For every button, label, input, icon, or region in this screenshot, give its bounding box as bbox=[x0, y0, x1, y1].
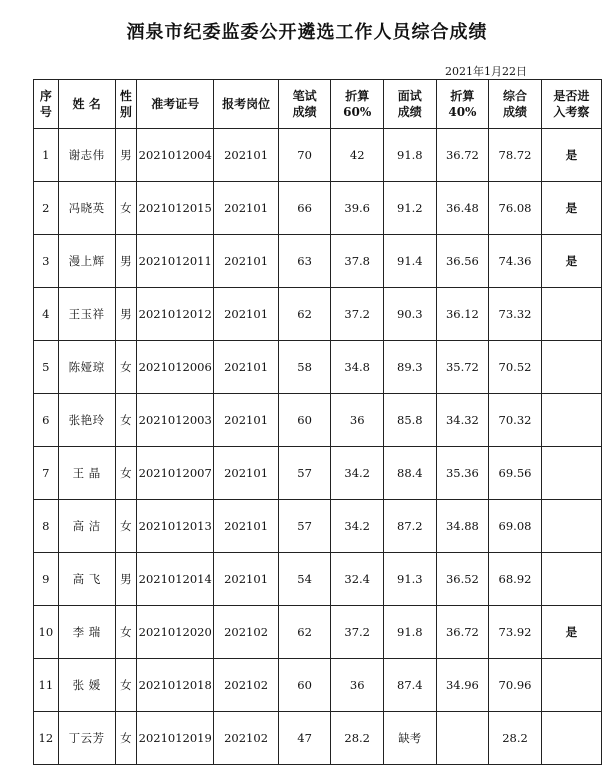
cell-interview-conv: 34.88 bbox=[436, 500, 489, 553]
header-seq-line-2: 号 bbox=[39, 105, 52, 119]
cell-total: 78.72 bbox=[489, 129, 542, 182]
cell-gender: 女 bbox=[115, 659, 136, 712]
cell-interview: 缺考 bbox=[384, 712, 437, 765]
cell-position: 202102 bbox=[214, 606, 278, 659]
cell-exam-id: 2021012020 bbox=[137, 606, 214, 659]
cell-seq: 2 bbox=[34, 182, 59, 235]
header-gender-line-2: 别 bbox=[119, 105, 132, 119]
cell-position: 202101 bbox=[214, 553, 278, 606]
cell-interview: 90.3 bbox=[384, 288, 437, 341]
cell-selected bbox=[541, 659, 601, 712]
header-gender bbox=[115, 80, 136, 129]
score-table bbox=[33, 79, 602, 765]
cell-written: 63 bbox=[278, 235, 331, 288]
cell-written: 57 bbox=[278, 447, 331, 500]
cell-exam-id: 2021012015 bbox=[137, 182, 214, 235]
table-header-row bbox=[34, 80, 602, 129]
cell-interview: 88.4 bbox=[384, 447, 437, 500]
cell-selected: 是 bbox=[541, 606, 601, 659]
table-row bbox=[34, 447, 602, 500]
cell-selected: 是 bbox=[541, 182, 601, 235]
cell-selected bbox=[541, 712, 601, 765]
cell-gender: 女 bbox=[115, 500, 136, 553]
cell-written-conv: 42 bbox=[331, 129, 384, 182]
cell-interview-conv: 34.96 bbox=[436, 659, 489, 712]
cell-written: 57 bbox=[278, 500, 331, 553]
cell-written: 66 bbox=[278, 182, 331, 235]
header-selected bbox=[541, 80, 601, 129]
cell-seq: 5 bbox=[34, 341, 59, 394]
cell-total: 69.56 bbox=[489, 447, 542, 500]
cell-interview: 91.4 bbox=[384, 235, 437, 288]
cell-written: 62 bbox=[278, 606, 331, 659]
cell-written: 54 bbox=[278, 553, 331, 606]
table-row bbox=[34, 288, 602, 341]
cell-gender: 女 bbox=[115, 447, 136, 500]
cell-gender: 男 bbox=[115, 235, 136, 288]
cell-gender: 女 bbox=[115, 606, 136, 659]
cell-written-conv: 36 bbox=[331, 394, 384, 447]
cell-selected bbox=[541, 341, 601, 394]
cell-name: 冯晓英 bbox=[58, 182, 115, 235]
cell-written: 47 bbox=[278, 712, 331, 765]
cell-name: 李 瑞 bbox=[58, 606, 115, 659]
cell-position: 202101 bbox=[214, 447, 278, 500]
cell-interview-conv: 36.48 bbox=[436, 182, 489, 235]
cell-interview: 91.8 bbox=[384, 606, 437, 659]
cell-total: 70.96 bbox=[489, 659, 542, 712]
cell-total: 74.36 bbox=[489, 235, 542, 288]
cell-selected bbox=[541, 447, 601, 500]
cell-written: 62 bbox=[278, 288, 331, 341]
cell-total: 70.52 bbox=[489, 341, 542, 394]
header-seq bbox=[34, 80, 59, 129]
cell-seq: 6 bbox=[34, 394, 59, 447]
header-total bbox=[489, 80, 542, 129]
cell-interview-conv: 36.56 bbox=[436, 235, 489, 288]
table-row bbox=[34, 129, 602, 182]
cell-seq: 7 bbox=[34, 447, 59, 500]
cell-interview: 87.4 bbox=[384, 659, 437, 712]
cell-exam-id: 2021012006 bbox=[137, 341, 214, 394]
cell-name: 陈娅琼 bbox=[58, 341, 115, 394]
header-name: 姓 名 bbox=[58, 80, 115, 129]
cell-written-conv: 37.2 bbox=[331, 288, 384, 341]
cell-gender: 男 bbox=[115, 129, 136, 182]
table-row bbox=[34, 341, 602, 394]
table-row bbox=[34, 235, 602, 288]
cell-gender: 女 bbox=[115, 341, 136, 394]
header-interview-line-2: 成绩 bbox=[397, 105, 422, 119]
cell-interview-conv: 36.52 bbox=[436, 553, 489, 606]
cell-interview-conv bbox=[436, 712, 489, 765]
cell-written-conv: 37.8 bbox=[331, 235, 384, 288]
cell-exam-id: 2021012013 bbox=[137, 500, 214, 553]
cell-interview-conv: 35.72 bbox=[436, 341, 489, 394]
cell-position: 202101 bbox=[214, 341, 278, 394]
cell-written-conv: 34.2 bbox=[331, 500, 384, 553]
cell-total: 69.08 bbox=[489, 500, 542, 553]
cell-written: 58 bbox=[278, 341, 331, 394]
cell-exam-id: 2021012011 bbox=[137, 235, 214, 288]
cell-total: 73.32 bbox=[489, 288, 542, 341]
cell-exam-id: 2021012019 bbox=[137, 712, 214, 765]
table-row bbox=[34, 394, 602, 447]
cell-name: 王 晶 bbox=[58, 447, 115, 500]
cell-selected: 是 bbox=[541, 129, 601, 182]
cell-interview-conv: 35.36 bbox=[436, 447, 489, 500]
cell-interview: 89.3 bbox=[384, 341, 437, 394]
header-selected-line-2: 入考察 bbox=[553, 105, 590, 119]
cell-position: 202102 bbox=[214, 712, 278, 765]
header-interview-line-1: 面试 bbox=[397, 89, 422, 103]
table-row bbox=[34, 712, 602, 765]
cell-exam-id: 2021012003 bbox=[137, 394, 214, 447]
cell-position: 202101 bbox=[214, 500, 278, 553]
cell-seq: 11 bbox=[34, 659, 59, 712]
cell-position: 202101 bbox=[214, 182, 278, 235]
header-seq-line-1: 序 bbox=[39, 89, 52, 103]
header-total-line-2: 成绩 bbox=[503, 105, 528, 119]
table-body bbox=[34, 129, 602, 765]
header-written-line-1: 笔试 bbox=[292, 89, 317, 103]
cell-name: 张 媛 bbox=[58, 659, 115, 712]
cell-position: 202101 bbox=[214, 129, 278, 182]
cell-seq: 12 bbox=[34, 712, 59, 765]
cell-selected bbox=[541, 553, 601, 606]
cell-name: 王玉祥 bbox=[58, 288, 115, 341]
header-interview bbox=[384, 80, 437, 129]
cell-selected bbox=[541, 288, 601, 341]
cell-exam-id: 2021012007 bbox=[137, 447, 214, 500]
cell-written-conv: 34.2 bbox=[331, 447, 384, 500]
cell-exam-id: 2021012014 bbox=[137, 553, 214, 606]
cell-name: 谢志伟 bbox=[58, 129, 115, 182]
cell-interview-conv: 36.72 bbox=[436, 129, 489, 182]
cell-name: 高 洁 bbox=[58, 500, 115, 553]
cell-interview: 87.2 bbox=[384, 500, 437, 553]
cell-total: 73.92 bbox=[489, 606, 542, 659]
header-gender-line-1: 性 bbox=[119, 89, 132, 103]
table-row bbox=[34, 553, 602, 606]
table-row bbox=[34, 500, 602, 553]
cell-interview: 91.2 bbox=[384, 182, 437, 235]
cell-written-conv: 37.2 bbox=[331, 606, 384, 659]
cell-interview-conv: 36.72 bbox=[436, 606, 489, 659]
cell-interview-conv: 34.32 bbox=[436, 394, 489, 447]
cell-exam-id: 2021012004 bbox=[137, 129, 214, 182]
cell-written: 60 bbox=[278, 394, 331, 447]
cell-interview-conv: 36.12 bbox=[436, 288, 489, 341]
cell-total: 68.92 bbox=[489, 553, 542, 606]
cell-seq: 3 bbox=[34, 235, 59, 288]
cell-name: 张艳玲 bbox=[58, 394, 115, 447]
cell-written: 60 bbox=[278, 659, 331, 712]
document-date: 2021年1月22日 bbox=[445, 65, 527, 78]
cell-name: 高 飞 bbox=[58, 553, 115, 606]
cell-gender: 女 bbox=[115, 394, 136, 447]
cell-gender: 女 bbox=[115, 182, 136, 235]
cell-position: 202101 bbox=[214, 235, 278, 288]
header-position: 报考岗位 bbox=[214, 80, 278, 129]
cell-written-conv: 36 bbox=[331, 659, 384, 712]
cell-total: 70.32 bbox=[489, 394, 542, 447]
table-row bbox=[34, 659, 602, 712]
cell-position: 202101 bbox=[214, 288, 278, 341]
cell-written-conv: 34.8 bbox=[331, 341, 384, 394]
cell-written-conv: 32.4 bbox=[331, 553, 384, 606]
page-title: 酒泉市纪委监委公开遴选工作人员综合成绩 bbox=[126, 22, 488, 43]
header-interview-conv-line-1: 折算 bbox=[450, 89, 475, 103]
cell-gender: 男 bbox=[115, 553, 136, 606]
cell-written: 70 bbox=[278, 129, 331, 182]
cell-position: 202101 bbox=[214, 394, 278, 447]
header-total-line-1: 综合 bbox=[503, 89, 528, 103]
cell-interview: 85.8 bbox=[384, 394, 437, 447]
cell-selected: 是 bbox=[541, 235, 601, 288]
cell-exam-id: 2021012012 bbox=[137, 288, 214, 341]
header-written-conv-line-2: 60% bbox=[343, 105, 372, 119]
cell-total: 76.08 bbox=[489, 182, 542, 235]
table-row bbox=[34, 182, 602, 235]
cell-written-conv: 39.6 bbox=[331, 182, 384, 235]
header-written-conv bbox=[331, 80, 384, 129]
cell-selected bbox=[541, 500, 601, 553]
cell-written-conv: 28.2 bbox=[331, 712, 384, 765]
header-interview-conv bbox=[436, 80, 489, 129]
cell-interview: 91.3 bbox=[384, 553, 437, 606]
header-selected-line-1: 是否进 bbox=[553, 89, 590, 103]
cell-gender: 男 bbox=[115, 288, 136, 341]
header-written-conv-line-1: 折算 bbox=[345, 89, 370, 103]
cell-seq: 4 bbox=[34, 288, 59, 341]
cell-seq: 9 bbox=[34, 553, 59, 606]
cell-name: 漫上辉 bbox=[58, 235, 115, 288]
header-interview-conv-line-2: 40% bbox=[448, 105, 477, 119]
cell-exam-id: 2021012018 bbox=[137, 659, 214, 712]
header-exam-id: 准考证号 bbox=[137, 80, 214, 129]
table-row bbox=[34, 606, 602, 659]
header-written bbox=[278, 80, 331, 129]
cell-seq: 10 bbox=[34, 606, 59, 659]
cell-interview: 91.8 bbox=[384, 129, 437, 182]
cell-seq: 1 bbox=[34, 129, 59, 182]
cell-total: 28.2 bbox=[489, 712, 542, 765]
cell-name: 丁云芳 bbox=[58, 712, 115, 765]
cell-gender: 女 bbox=[115, 712, 136, 765]
cell-selected bbox=[541, 394, 601, 447]
cell-seq: 8 bbox=[34, 500, 59, 553]
header-written-line-2: 成绩 bbox=[292, 105, 317, 119]
cell-position: 202102 bbox=[214, 659, 278, 712]
